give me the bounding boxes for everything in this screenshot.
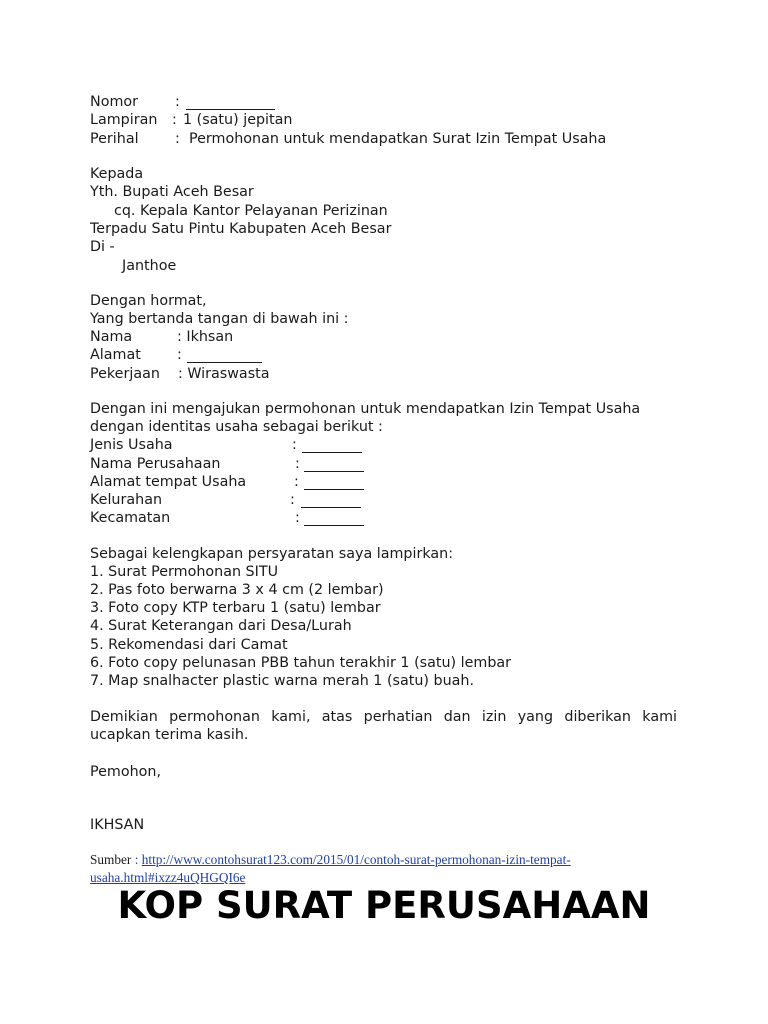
requirement-item: 1. Surat Permohonan SITU [90, 564, 279, 580]
kecamatan-blank [304, 512, 364, 526]
alamat-usaha-separator: : [294, 474, 299, 490]
kop-surat-title: KOP SURAT PERUSAHAAN [117, 884, 651, 927]
nomor-label: Nomor [90, 94, 138, 110]
alamat-blank [187, 349, 262, 363]
recipient-kepada: Kepada [90, 166, 144, 182]
perihal-label: Perihal [90, 131, 139, 147]
lampiran-value: 1 (satu) jepitan [183, 112, 293, 128]
recipient-place: Janthoe [122, 258, 177, 274]
nomor-separator: : [175, 94, 180, 110]
lampiran-label: Lampiran [90, 112, 158, 128]
nomor-blank [186, 96, 275, 110]
alamat-separator: : [177, 347, 182, 363]
recipient-yth: Yth. Bupati Aceh Besar [90, 184, 254, 200]
intro-line: Yang bertanda tangan di bawah ini : [90, 311, 349, 327]
requirement-item: 7. Map snalhacter plastic warna merah 1 (satu) buah. [90, 673, 475, 689]
kecamatan-label: Kecamatan [90, 510, 171, 526]
pemohon-label: Pemohon, [90, 764, 161, 780]
source-separator: : [134, 852, 139, 867]
signer-name: IKHSAN [90, 817, 145, 833]
requirement-item: 5. Rekomendasi dari Camat [90, 637, 288, 653]
alamat-label: Alamat [90, 347, 141, 363]
business-intro-line2: dengan identitas usaha sebagai berikut : [90, 419, 383, 435]
nama-perusahaan-label: Nama Perusahaan [90, 456, 221, 472]
greeting: Dengan hormat, [90, 293, 207, 309]
source-line [90, 851, 650, 887]
requirement-item: 4. Surat Keterangan dari Desa/Lurah [90, 618, 352, 634]
requirements-intro: Sebagai kelengkapan persyaratan saya lampirkan: [90, 546, 454, 562]
source-label: Sumber [90, 852, 132, 867]
recipient-di: Di - [90, 239, 115, 255]
nama-perusahaan-separator: : [295, 456, 300, 472]
closing-line2: ucapkan terima kasih. [90, 727, 249, 743]
lampiran-separator: : [172, 112, 177, 128]
pekerjaan-value: : Wiraswasta [178, 366, 270, 382]
requirement-item: 6. Foto copy pelunasan PBB tahun terakhir 1 (satu) lembar [90, 655, 512, 671]
requirement-item: 3. Foto copy KTP terbaru 1 (satu) lembar [90, 600, 381, 616]
business-intro-line1: Dengan ini mengajukan permohonan untuk mendapatkan Izin Tempat Usaha [90, 401, 641, 417]
perihal-value: Permohonan untuk mendapatkan Surat Izin Tempat Usaha [189, 131, 607, 147]
recipient-cq: cq. Kepala Kantor Pelayanan Perizinan [114, 203, 388, 219]
recipient-terpadu: Terpadu Satu Pintu Kabupaten Aceh Besar [90, 221, 392, 237]
jenis-usaha-blank [302, 439, 362, 453]
nama-label: Nama [90, 329, 133, 345]
kelurahan-blank [301, 494, 361, 508]
alamat-usaha-label: Alamat tempat Usaha [90, 474, 247, 490]
nama-perusahaan-blank [304, 458, 364, 472]
requirement-item: 2. Pas foto berwarna 3 x 4 cm (2 lembar) [90, 582, 384, 598]
kelurahan-label: Kelurahan [90, 492, 163, 508]
source-link[interactable]: http://www.contohsurat123.com/2015/01/contoh-surat-permohonan-izin-tempat- usaha.html#ixzz4uQHGQI6e [90, 852, 571, 885]
pekerjaan-label: Pekerjaan [90, 366, 160, 382]
kelurahan-separator: : [290, 492, 295, 508]
jenis-usaha-separator: : [292, 437, 297, 453]
perihal-separator: : [175, 131, 180, 147]
alamat-usaha-blank [304, 476, 364, 490]
kecamatan-separator: : [295, 510, 300, 526]
jenis-usaha-label: Jenis Usaha [90, 437, 173, 453]
closing-line1: Demikian permohonan kami, atas perhatian dan izin yang diberikan kami [90, 709, 677, 725]
nama-value: : Ikhsan [177, 329, 234, 345]
